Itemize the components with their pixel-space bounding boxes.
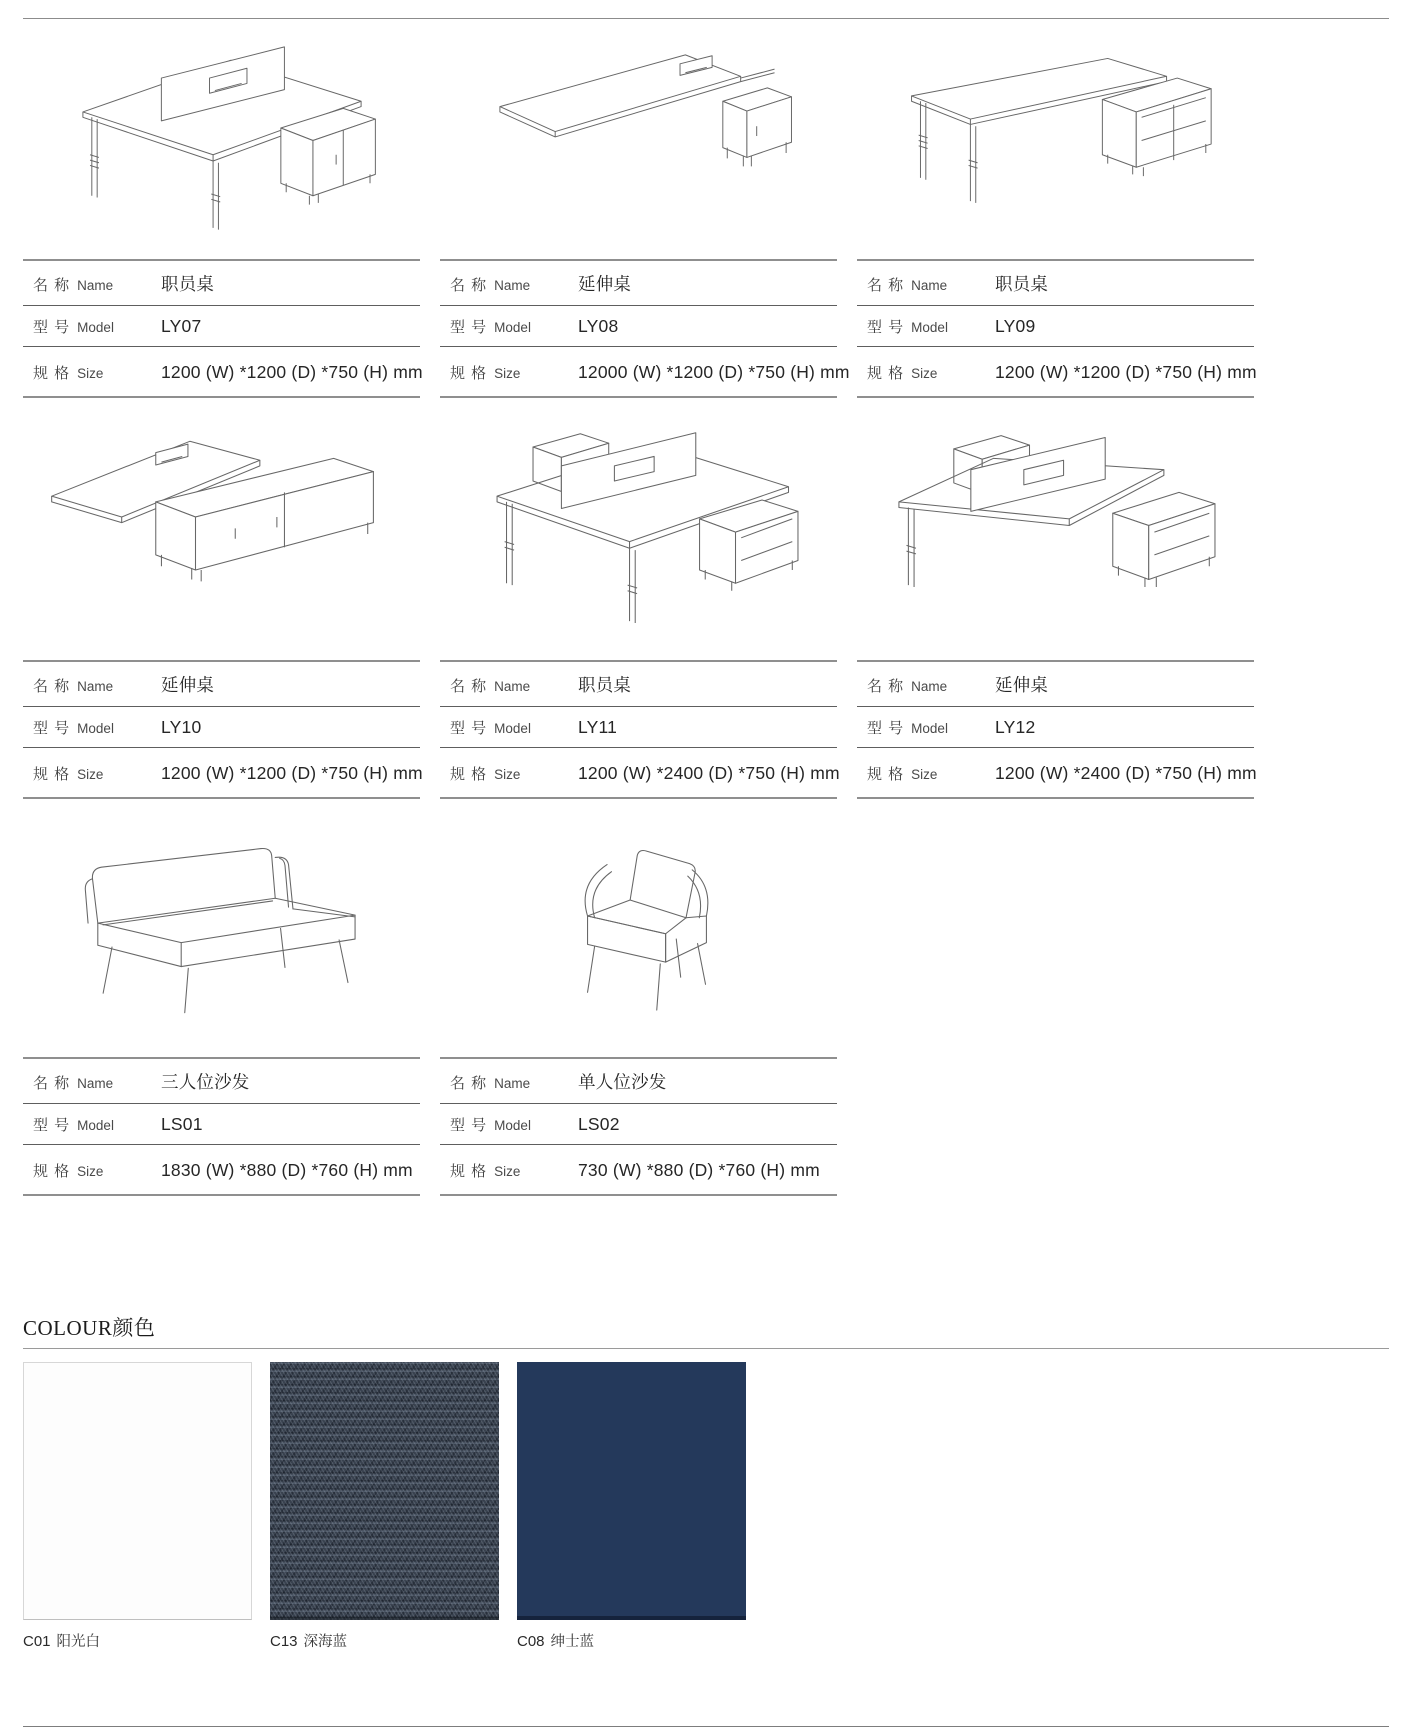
spec-row-model (857, 306, 1254, 347)
size-label-cn: 规 格 (33, 365, 71, 382)
product-size-value: 730 (W) *880 (D) *760 (H) mm (578, 1160, 820, 1180)
staff-desk-open-cabinet-icon (857, 21, 1254, 259)
name-label-cn: 名 称 (450, 1075, 488, 1092)
model-label-cn: 型 号 (867, 720, 905, 737)
name-label (867, 274, 995, 295)
model-label (867, 316, 995, 337)
spec-row-model (23, 707, 420, 748)
size-label (450, 763, 578, 784)
swatch-label-c08 (517, 1630, 746, 1651)
spec-row-size (440, 1145, 837, 1196)
spec-row-name (440, 662, 837, 707)
name-label-en: Name (77, 278, 114, 293)
staff-desk-screen-cabinet-icon (23, 21, 420, 259)
name-label (33, 1072, 161, 1093)
model-label-cn: 型 号 (867, 319, 905, 336)
model-label-cn: 型 号 (33, 319, 71, 336)
product-size-value: 1200 (W) *2400 (D) *750 (H) mm (578, 763, 840, 783)
size-label (867, 362, 995, 383)
size-label-cn: 规 格 (867, 766, 905, 783)
size-label-cn: 规 格 (33, 1163, 71, 1180)
size-label-en: Size (911, 767, 938, 782)
product-name-value: 延伸桌 (578, 274, 632, 294)
swatch-label-c01 (23, 1630, 252, 1651)
model-label-en: Model (494, 721, 531, 736)
product-card-ly08 (440, 21, 850, 398)
model-label-en: Model (494, 1118, 531, 1133)
spec-table-ls01 (23, 1057, 420, 1196)
model-label-cn: 型 号 (450, 720, 488, 737)
product-size-value: 1200 (W) *1200 (D) *750 (H) mm (995, 362, 1257, 382)
name-label (33, 675, 161, 696)
product-size-value: 1200 (W) *1200 (D) *750 (H) mm (161, 362, 423, 382)
swatch-code: C13 (270, 1633, 298, 1650)
double-desk-screen-cabinet-icon (440, 398, 837, 660)
product-model-value: LY10 (161, 717, 202, 737)
spec-row-model (440, 1104, 837, 1145)
size-label-en: Size (494, 1164, 521, 1179)
size-label-en: Size (77, 767, 104, 782)
spec-row-name (23, 1059, 420, 1104)
product-name-value: 单人位沙发 (578, 1072, 667, 1092)
product-size-value: 1200 (W) *2400 (D) *750 (H) mm (995, 763, 1257, 783)
spec-row-size (857, 347, 1257, 398)
product-grid (23, 21, 1389, 1196)
colour-swatch-c13 (270, 1362, 499, 1620)
swatch-block-c13 (270, 1362, 499, 1651)
colour-swatch-c01 (23, 1362, 252, 1620)
product-size-value: 12000 (W) *1200 (D) *750 (H) mm (578, 362, 850, 382)
spec-row-name (857, 662, 1254, 707)
model-label (450, 717, 578, 738)
name-label-cn: 名 称 (33, 1075, 71, 1092)
product-card-ly10 (23, 398, 423, 799)
name-label-en: Name (911, 278, 948, 293)
name-label-en: Name (911, 679, 948, 694)
name-label-cn: 名 称 (867, 277, 905, 294)
spec-row-size (23, 347, 423, 398)
name-label-cn: 名 称 (33, 678, 71, 695)
product-model-value: LY09 (995, 316, 1036, 336)
extension-desk-cabinet-icon (440, 21, 837, 259)
spec-row-name (857, 261, 1254, 306)
spec-table-ly08 (440, 259, 850, 398)
model-label (450, 1114, 578, 1135)
spec-table-ly07 (23, 259, 423, 398)
size-label (450, 1160, 578, 1181)
product-model-value: LS01 (161, 1114, 203, 1134)
spec-row-model (23, 1104, 420, 1145)
model-label-en: Model (911, 320, 948, 335)
name-label-cn: 名 称 (450, 277, 488, 294)
extension-desk-sideboard-icon (23, 398, 420, 660)
model-label (33, 316, 161, 337)
colour-heading-cn: 颜色 (112, 1316, 156, 1340)
model-label-cn: 型 号 (33, 1117, 71, 1134)
product-card-ls01 (23, 799, 420, 1196)
size-label-en: Size (77, 366, 104, 381)
spec-table-ly12 (857, 660, 1257, 799)
name-label-en: Name (77, 679, 114, 694)
spec-row-size (23, 748, 423, 799)
spec-table-ly11 (440, 660, 840, 799)
three-seat-sofa-icon (23, 799, 420, 1057)
swatch-block-c01 (23, 1362, 252, 1651)
size-label-cn: 规 格 (33, 766, 71, 783)
product-card-ls02 (440, 799, 837, 1196)
product-size-value: 1200 (W) *1200 (D) *750 (H) mm (161, 763, 423, 783)
model-label-en: Model (494, 320, 531, 335)
product-card-ly07 (23, 21, 423, 398)
spec-row-size (440, 347, 850, 398)
swatch-block-c08 (517, 1362, 746, 1651)
name-label-cn: 名 称 (450, 678, 488, 695)
model-label-en: Model (77, 721, 114, 736)
size-label (867, 763, 995, 784)
product-card-ly09 (857, 21, 1257, 398)
swatch-code: C01 (23, 1633, 51, 1650)
product-name-value: 职员桌 (161, 274, 215, 294)
name-label-en: Name (494, 278, 531, 293)
size-label-cn: 规 格 (450, 365, 488, 382)
single-seat-sofa-icon (440, 799, 837, 1057)
product-card-ly11 (440, 398, 840, 799)
name-label-cn: 名 称 (867, 678, 905, 695)
colour-section (23, 1312, 1389, 1651)
product-model-value: LS02 (578, 1114, 620, 1134)
double-extension-desk-icon (857, 398, 1254, 660)
swatch-name: 绅士蓝 (550, 1634, 595, 1650)
spec-row-name (440, 261, 837, 306)
name-label (450, 1072, 578, 1093)
spec-row-size (857, 748, 1257, 799)
model-label (33, 717, 161, 738)
colour-swatches (23, 1362, 1389, 1651)
swatch-code: C08 (517, 1633, 545, 1650)
name-label (450, 274, 578, 295)
name-label-en: Name (494, 679, 531, 694)
bottom-rule (23, 1726, 1389, 1727)
product-name-value: 职员桌 (578, 675, 632, 695)
size-label-en: Size (494, 366, 521, 381)
swatch-label-c13 (270, 1630, 499, 1651)
size-label-en: Size (911, 366, 938, 381)
size-label-cn: 规 格 (867, 365, 905, 382)
size-label-en: Size (77, 1164, 104, 1179)
spec-row-model (23, 306, 420, 347)
model-label-cn: 型 号 (33, 720, 71, 737)
empty-cell (857, 799, 1254, 1196)
model-label (33, 1114, 161, 1135)
spec-row-model (857, 707, 1254, 748)
colour-heading (23, 1312, 1389, 1349)
size-label-cn: 规 格 (450, 766, 488, 783)
swatch-name: 深海蓝 (303, 1634, 348, 1650)
name-label (33, 274, 161, 295)
product-size-value: 1830 (W) *880 (D) *760 (H) mm (161, 1160, 413, 1180)
spec-row-model (440, 306, 837, 347)
spec-row-size (440, 748, 840, 799)
spec-row-size (23, 1145, 420, 1196)
size-label (33, 763, 161, 784)
spec-row-model (440, 707, 837, 748)
size-label-en: Size (494, 767, 521, 782)
top-rule (23, 18, 1389, 19)
product-name-value: 职员桌 (995, 274, 1049, 294)
product-model-value: LY12 (995, 717, 1036, 737)
colour-heading-en: COLOUR (23, 1316, 113, 1340)
product-name-value: 延伸桌 (995, 675, 1049, 695)
product-model-value: LY08 (578, 316, 619, 336)
model-label-en: Model (77, 1118, 114, 1133)
model-label-cn: 型 号 (450, 319, 488, 336)
model-label-cn: 型 号 (450, 1117, 488, 1134)
product-card-ly12 (857, 398, 1257, 799)
product-model-value: LY11 (578, 717, 618, 737)
spec-table-ly09 (857, 259, 1257, 398)
product-model-value: LY07 (161, 316, 202, 336)
model-label (450, 316, 578, 337)
size-label (33, 1160, 161, 1181)
product-name-value: 延伸桌 (161, 675, 215, 695)
name-label (450, 675, 578, 696)
swatch-name: 阳光白 (56, 1634, 101, 1650)
model-label-en: Model (77, 320, 114, 335)
spec-row-name (440, 1059, 837, 1104)
size-label (33, 362, 161, 383)
size-label (450, 362, 578, 383)
model-label-en: Model (911, 721, 948, 736)
model-label (867, 717, 995, 738)
name-label-en: Name (77, 1076, 114, 1091)
spec-table-ly10 (23, 660, 423, 799)
name-label-en: Name (494, 1076, 531, 1091)
spec-row-name (23, 662, 420, 707)
product-name-value: 三人位沙发 (161, 1072, 250, 1092)
name-label-cn: 名 称 (33, 277, 71, 294)
spec-table-ls02 (440, 1057, 837, 1196)
spec-row-name (23, 261, 420, 306)
size-label-cn: 规 格 (450, 1163, 488, 1180)
name-label (867, 675, 995, 696)
colour-swatch-c08 (517, 1362, 746, 1620)
